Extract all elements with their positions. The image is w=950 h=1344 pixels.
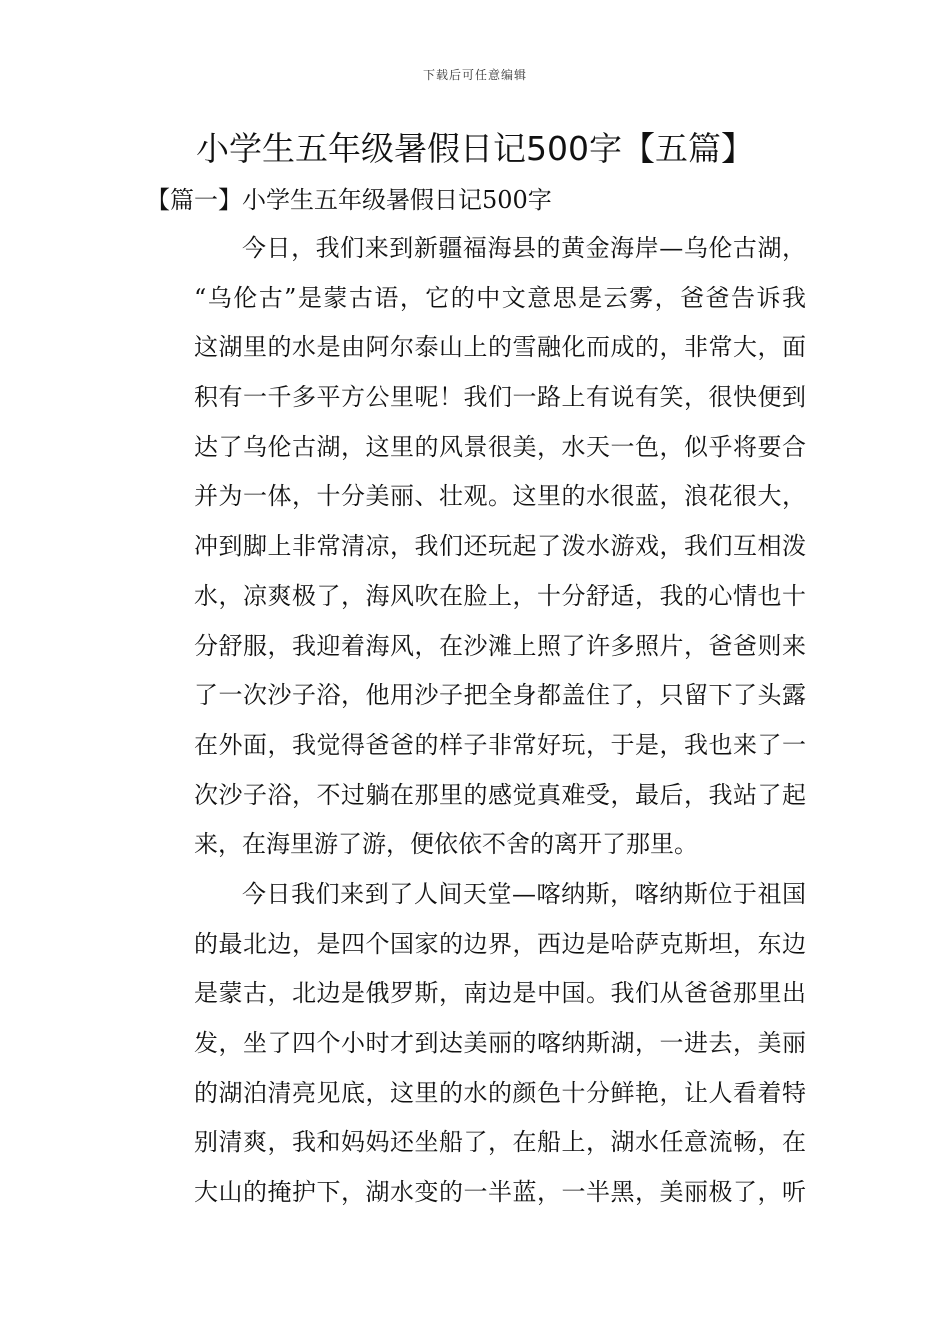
paragraph (146, 224, 806, 870)
header-note: 下载后可任意编辑 (422, 68, 527, 82)
text-line: “乌伦古”是蒙古语，它的中文意思是云雾，爸爸告诉我 (194, 283, 806, 312)
text-line: 发，坐了四个小时才到达美丽的喀纳斯湖，一进去，美丽 (194, 1029, 806, 1057)
text-line: 分舒服，我迎着海风，在沙滩上照了许多照片，爸爸则来 (194, 631, 806, 660)
text-line: 这湖里的水是由阿尔泰山上的雪融化而成的，非常大，面 (194, 333, 806, 362)
text-line: 来，在海里游了游，便依依不舍的离开了那里。 (194, 830, 698, 859)
text-line: 并为一体，十分美丽、壮观。这里的水很蓝，浪花很大， (194, 482, 806, 511)
text-line: 达了乌伦古湖，这里的风景很美，水天一色，似乎将要合 (194, 432, 806, 461)
text-line: 水，凉爽极了，海风吹在脸上，十分舒适，我的心情也十 (194, 581, 806, 610)
text-line: 大山的掩护下，湖水变的一半蓝，一半黑，美丽极了，听 (194, 1178, 806, 1207)
text-line: 冲到脚上非常清凉，我们还玩起了泼水游戏，我们互相泼 (194, 532, 806, 561)
text-line: 的湖泊清亮见底，这里的水的颜色十分鲜艳，让人看着特 (194, 1078, 806, 1107)
text-line: 今日，我们来到新疆福海县的黄金海岸—乌伦古湖， (242, 234, 806, 262)
text-line: 在外面，我觉得爸爸的样子非常好玩，于是，我也来了一 (194, 730, 806, 759)
text-line: 积有一千多平方公里呢！我们一路上有说有笑，很快便到 (194, 383, 806, 412)
text-line: 了一次沙子浴，他用沙子把全身都盖住了，只留下了头露 (194, 681, 806, 710)
paragraph (146, 870, 806, 1218)
text-line: 次沙子浴，不过躺在那里的感觉真难受，最后，我站了起 (194, 780, 806, 809)
text-line: 的最北边，是四个国家的边界，西边是哈萨克斯坦，东边 (194, 929, 806, 958)
text-line: 今日我们来到了人间天堂—喀纳斯，喀纳斯位于祖国 (242, 879, 806, 908)
text-line: 是蒙古，北边是俄罗斯，南边是中国。我们从爸爸那里出 (194, 979, 806, 1008)
body-text (146, 224, 806, 1218)
section-heading: 【篇一】小学生五年级暑假日记500字 (146, 186, 552, 214)
document-title: 小学生五年级暑假日记500字【五篇】 (196, 129, 754, 168)
text-line: 别清爽，我和妈妈还坐船了，在船上，湖水任意流畅，在 (194, 1128, 806, 1157)
